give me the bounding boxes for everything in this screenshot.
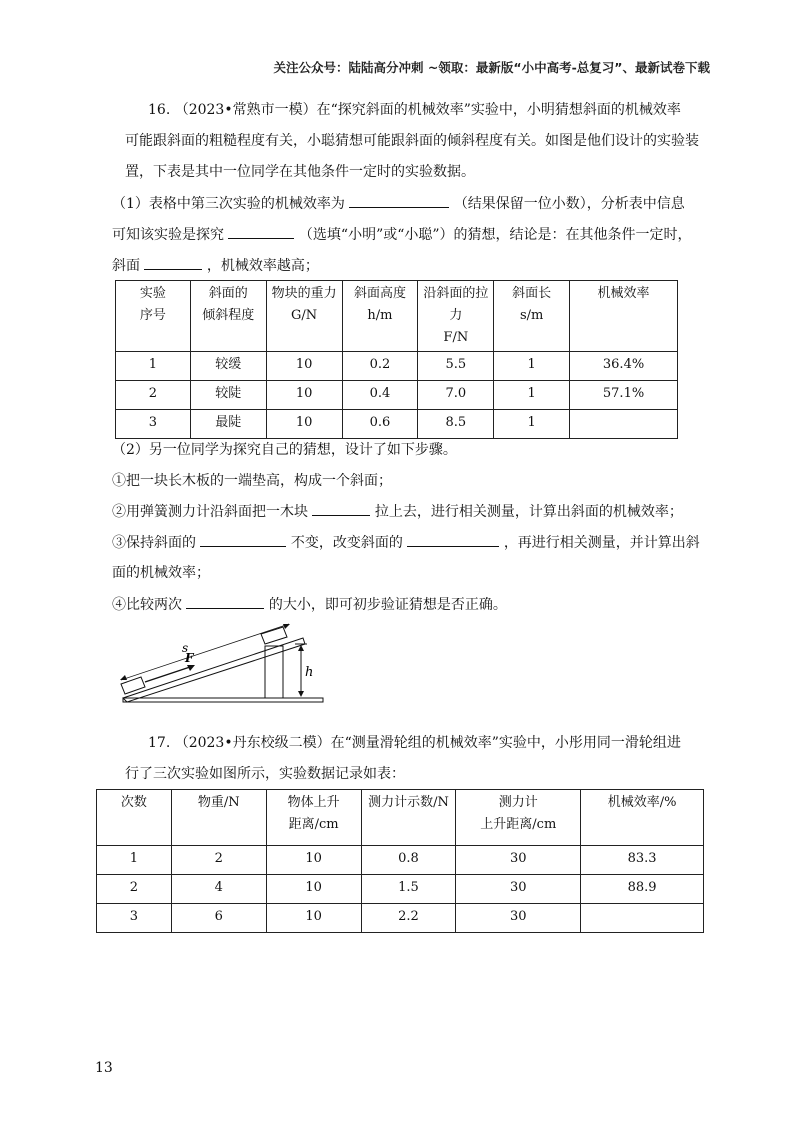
q16-data-table	[115, 280, 678, 439]
q17-table-row	[97, 875, 704, 904]
table-cell: 1	[116, 352, 191, 381]
table-cell: 2	[116, 381, 191, 410]
q16-step2	[112, 501, 683, 522]
header-cell-line: 机械效率/%	[607, 795, 677, 810]
header-cell-line: 上升距离/cm	[480, 817, 557, 832]
q16-part1-text-f: ，机械效率越高；	[206, 258, 319, 274]
header-cell-line: 机械效率	[597, 286, 650, 301]
table-cell: 10	[266, 352, 342, 381]
header-cell	[456, 790, 581, 846]
q16-step4-text-a: ④比较两次	[112, 597, 182, 613]
header-cell-line: 测力计	[498, 795, 538, 810]
q16-intro-line1: 16. （2023•常熟市一模）在“探究斜面的机械效率”实验中，小明猜想斜面的机械效率	[148, 102, 681, 118]
table-cell: 57.1%	[570, 381, 678, 410]
header-cell-line: F/N	[443, 330, 469, 345]
base-board	[123, 698, 323, 702]
q16-part1-line3	[112, 255, 319, 276]
q16-step3-cont: 面的机械效率；	[112, 565, 210, 581]
table-cell: 10	[266, 381, 342, 410]
header-cell	[266, 281, 342, 352]
q16-blank-compare[interactable]	[186, 594, 264, 609]
q17-table-row	[97, 846, 704, 875]
header-cell-line: 序号	[139, 308, 166, 323]
table-cell: 30	[456, 904, 581, 933]
distance-line	[121, 624, 289, 680]
q16-blank-conclusion[interactable]	[144, 255, 202, 270]
q16-step4-text-b: 的大小，即可初步验证猜想是否正确。	[268, 597, 507, 613]
q16-blank-guess[interactable]	[228, 224, 294, 239]
header-cell-line: 距离/cm	[288, 817, 339, 832]
table-cell: 30	[456, 846, 581, 875]
table-cell: 4	[171, 875, 266, 904]
table-cell: 较缓	[190, 352, 266, 381]
table-cell: 8.5	[418, 410, 494, 439]
q16-intro-line2: 可能跟斜面的粗糙程度有关，小聪猜想可能跟斜面的倾斜程度有关。如图是他们设计的实验装	[125, 133, 699, 149]
page-header: 关注公众号：陆陆高分冲刺 ~领取：最新版“小中高考-总复习”、最新试卷下载	[273, 60, 710, 75]
header-cell-line: G/N	[291, 308, 318, 323]
table-cell	[570, 410, 678, 439]
header-cell	[494, 281, 570, 352]
distance-arrow-top	[283, 624, 290, 629]
header-cell-line: s/m	[519, 308, 544, 323]
q16-part1-text-b: （结果保留一位小数），分析表中信息	[453, 196, 685, 212]
inclined-plane-figure	[115, 618, 335, 710]
table-cell	[581, 904, 704, 933]
table-cell: 0.2	[342, 352, 418, 381]
f-label: F	[185, 651, 194, 665]
q17-table-header-row	[97, 790, 704, 846]
table-cell: 6	[171, 904, 266, 933]
header-cell-line: 沿斜面的拉	[423, 286, 489, 301]
q16-table-row	[116, 352, 678, 381]
table-cell: 2.2	[361, 904, 456, 933]
header-cell	[418, 281, 494, 352]
q17-data-table	[96, 789, 704, 933]
q16-part1-text-a: （1）表格中第三次实验的机械效率为	[112, 196, 345, 212]
q16-table-row	[116, 410, 678, 439]
table-cell: 10	[266, 410, 342, 439]
table-cell: 1	[494, 410, 570, 439]
h-label: h	[305, 665, 314, 680]
table-cell: 较陡	[190, 381, 266, 410]
table-cell: 0.4	[342, 381, 418, 410]
q16-part1-text-c: 可知该实验是探究	[112, 227, 224, 243]
table-cell: 10	[266, 846, 361, 875]
table-cell: 3	[116, 410, 191, 439]
q16-blank-efficiency[interactable]	[349, 193, 449, 208]
table-cell: 36.4%	[570, 352, 678, 381]
q17-table-row	[97, 904, 704, 933]
q16-blank-keep-constant[interactable]	[200, 532, 286, 547]
table-cell: 0.6	[342, 410, 418, 439]
q16-blank-pull-manner[interactable]	[312, 501, 370, 516]
table-cell: 10	[266, 904, 361, 933]
table-cell: 1	[97, 846, 172, 875]
header-cell	[266, 790, 361, 846]
q16-part1-line2	[112, 224, 692, 245]
q17-intro-line2: 行了三次实验如图所示，实验数据记录如表：	[125, 766, 405, 782]
q16-part2: （2）另一位同学为探究自己的猜想，设计了如下步骤。	[112, 442, 457, 458]
block-top-position	[261, 627, 287, 644]
q16-step3-text-b: 不变，改变斜面的	[290, 535, 403, 551]
table-cell: 10	[266, 875, 361, 904]
header-cell	[581, 790, 704, 846]
table-cell: 3	[97, 904, 172, 933]
table-cell: 88.9	[581, 875, 704, 904]
s-label: s	[182, 641, 189, 655]
table-cell: 83.3	[581, 846, 704, 875]
distance-arrow-bottom	[120, 675, 127, 680]
header-cell	[570, 281, 678, 352]
header-cell-line: 次数	[120, 795, 147, 810]
header-cell-line: 斜面长	[512, 286, 552, 301]
q16-step3	[112, 532, 700, 553]
header-cell	[361, 790, 456, 846]
table-cell: 1	[494, 381, 570, 410]
q16-table-header-row	[116, 281, 678, 352]
height-arrow-bottom	[298, 691, 304, 697]
table-cell: 1	[494, 352, 570, 381]
header-cell	[116, 281, 191, 352]
table-cell: 7.0	[418, 381, 494, 410]
header-cell	[342, 281, 418, 352]
q16-step2-text-a: ②用弹簧测力计沿斜面把一木块	[112, 504, 308, 520]
header-cell	[171, 790, 266, 846]
header-cell-line: 斜面的	[208, 286, 248, 301]
table-cell: 2	[171, 846, 266, 875]
header-cell-line: 物体上升	[287, 795, 340, 810]
page-number: 13	[95, 1060, 113, 1076]
table-cell: 5.5	[418, 352, 494, 381]
table-cell: 2	[97, 875, 172, 904]
q16-blank-change[interactable]	[407, 532, 499, 547]
table-cell: 0.8	[361, 846, 456, 875]
table-cell: 最陡	[190, 410, 266, 439]
header-cell	[97, 790, 172, 846]
header-cell	[190, 281, 266, 352]
q16-step2-text-b: 拉上去，进行相关测量，计算出斜面的机械效率；	[374, 504, 683, 520]
header-cell-line: 倾斜程度	[202, 308, 255, 323]
q16-step1: ①把一块长木板的一端垫高，构成一个斜面；	[112, 473, 392, 489]
q16-part1-text-e: 斜面	[112, 258, 140, 274]
q16-intro-line3: 置，下表是其中一位同学在其他条件一定时的实验数据。	[125, 164, 475, 180]
header-cell-line: 斜面高度	[353, 286, 406, 301]
q16-step3-text-c: ，再进行相关测量，并计算出斜	[503, 535, 700, 551]
q16-part1-text-d: （选填“小明”或“小聪”）的猜想，结论是：在其他条件一定时，	[298, 227, 692, 243]
q16-step3-text-a: ③保持斜面的	[112, 535, 196, 551]
q17-intro-line1: 17. （2023•丹东校级二模）在“测量滑轮组的机械效率”实验中，小彤用同一滑轮组进	[148, 735, 681, 751]
header-cell-line: 力	[449, 308, 463, 323]
header-cell-line: 物块的重力	[271, 286, 337, 301]
table-cell: 30	[456, 875, 581, 904]
force-arrow-line	[145, 666, 193, 682]
header-cell-line: 实验	[139, 286, 166, 301]
q16-part1-line1	[112, 193, 685, 214]
header-cell-line: 物重/N	[197, 795, 240, 810]
header-cell-line: h/m	[367, 308, 393, 323]
q16-table-row	[116, 381, 678, 410]
q16-step4	[112, 594, 507, 615]
header-cell-line: 测力计示数/N	[368, 795, 449, 810]
table-cell: 1.5	[361, 875, 456, 904]
